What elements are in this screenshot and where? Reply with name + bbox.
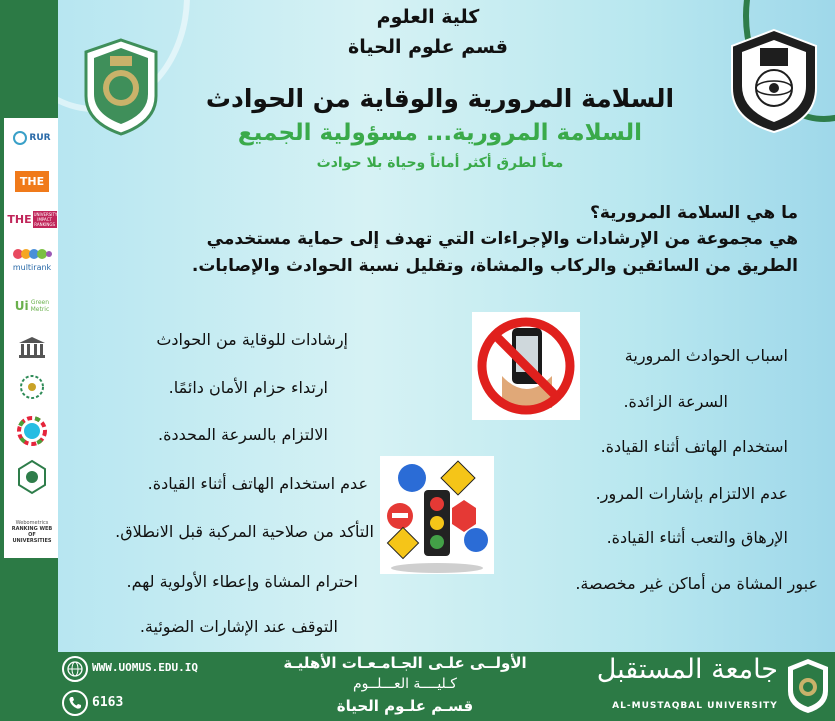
prevention-item: ارتداء حزام الأمان دائمًا. bbox=[168, 378, 328, 397]
definition-question: ما هي السلامة المرورية؟ bbox=[590, 203, 798, 223]
the-logo: THE bbox=[9, 168, 55, 194]
greenmetric-logo: Ui Green Metric bbox=[14, 299, 50, 313]
arab-universities-logo bbox=[9, 370, 55, 404]
poster-slogan: السلامة المرورية... مسؤولية الجميع bbox=[237, 120, 643, 146]
definition-line-2: الطريق من السائقين والركاب والمشاة، وتقليل نسبة الحوادث والإصابات. bbox=[191, 256, 798, 276]
prevention-item: الالتزام بالسرعة المحددة. bbox=[158, 425, 328, 444]
phone-number: 6163 bbox=[92, 695, 124, 710]
footer-line-3: قسـم علـوم الحياة bbox=[336, 697, 474, 715]
traffic-signs-image bbox=[380, 456, 494, 574]
footer-brand-arabic: جامعة المستقبل bbox=[596, 654, 778, 685]
cause-item: السرعة الزائدة. bbox=[623, 392, 728, 411]
webometrics-logo: Webometrics RANKING WEB OF UNIVERSITIES bbox=[11, 520, 53, 544]
poster-tagline: معاً لطرق أكثر أماناً وحياة بلا حوادث bbox=[316, 155, 564, 171]
arab-engineers-logo bbox=[9, 456, 55, 498]
college-of-sciences-logo bbox=[724, 26, 824, 136]
college-name: كلية العلوم bbox=[376, 6, 480, 28]
prevention-item: التوقف عند الإشارات الضوئية. bbox=[139, 617, 338, 636]
phone-icon bbox=[62, 690, 88, 716]
sdgs-logo bbox=[9, 414, 55, 448]
footer bbox=[0, 652, 835, 721]
causes-heading: اسباب الحوادث المرورية bbox=[624, 346, 788, 365]
columns-icon bbox=[9, 332, 55, 362]
rur-logo: RUR bbox=[9, 124, 55, 152]
left-sidebar bbox=[0, 0, 58, 652]
the-impact-logo: THE UNIVERSITY IMPACT RANKINGS bbox=[7, 211, 58, 227]
footer-university-logo bbox=[786, 657, 830, 715]
definition-line-1: هي مجموعة من الإرشادات والإجراءات التي تهدف إلى حماية مستخدمي bbox=[206, 229, 798, 249]
cause-item: استخدام الهاتف أثناء القيادة. bbox=[600, 437, 788, 456]
ranking-logos-panel bbox=[4, 118, 60, 558]
footer-line-2: كـليــــة العـــلــوم bbox=[353, 676, 457, 692]
university-seal-logo bbox=[80, 36, 162, 136]
cause-item: الإرهاق والتعب أثناء القيادة. bbox=[606, 528, 788, 547]
prevention-item: احترام المشاة وإعطاء الأولوية لهم. bbox=[126, 572, 358, 591]
footer-line-1: الأولــى علـى الجـامـعـات الأهليـة bbox=[283, 654, 527, 672]
prevention-item: التأكد من صلاحية المركبة قبل الانطلاق. bbox=[115, 522, 374, 541]
cause-item: عدم الالتزام بإشارات المرور. bbox=[595, 484, 788, 503]
cause-item: عبور المشاة من أماكن غير مخصصة. bbox=[575, 574, 818, 593]
department-name: قسم علوم الحياة bbox=[348, 36, 508, 58]
multirank-logo: multirank bbox=[9, 238, 55, 278]
poster-content bbox=[58, 0, 835, 652]
poster-title: السلامة المرورية والوقاية من الحوادث bbox=[205, 84, 675, 113]
website-url[interactable]: WWW.UOMUS.EDU.IQ bbox=[92, 661, 198, 674]
prevention-item: عدم استخدام الهاتف أثناء القيادة. bbox=[147, 474, 368, 493]
globe-icon bbox=[62, 656, 88, 682]
prevention-heading: إرشادات للوقاية من الحوادث bbox=[156, 330, 348, 349]
footer-brand-english: AL-MUSTAQBAL UNIVERSITY bbox=[612, 701, 778, 711]
